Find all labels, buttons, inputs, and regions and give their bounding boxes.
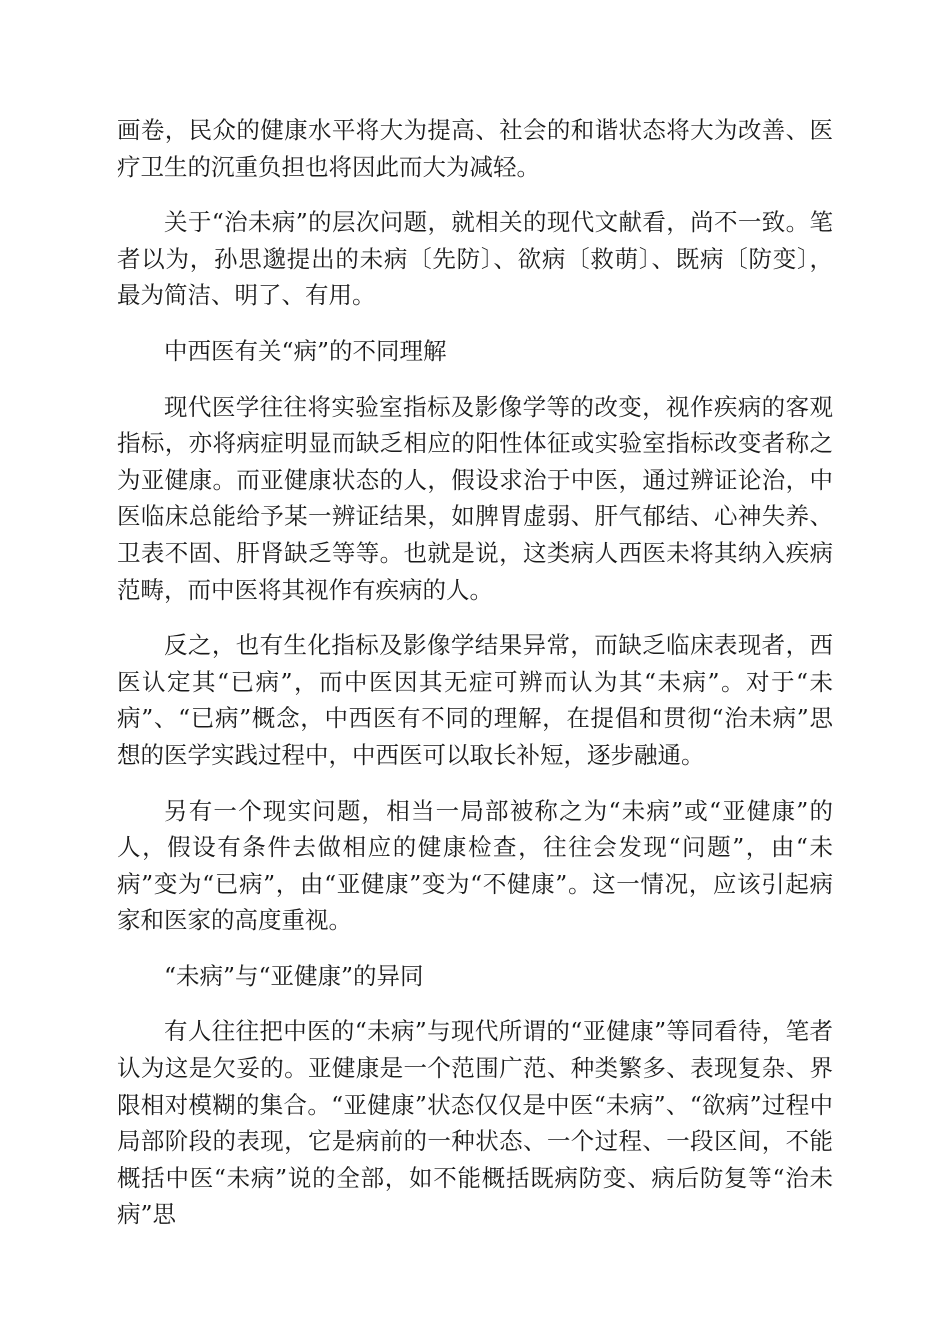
paragraph-practical-issue: 另有一个现实问题，相当一局部被称之为“未病”或“亚健康”的人，假设有条件去做相应的健康检查，往往会发现“问题”，由“未病”变为“已病”，由“亚健康”变为“不健康”。这一情况，应该引起病家和医家的高度重视。	[117, 796, 833, 935]
document-body	[117, 112, 833, 1252]
paragraph-modern-medicine: 现代医学往往将实验室指标及影像学等的改变，视作疾病的客观指标，亦将病症明显而缺乏相应的阳性体征或实验室指标改变者称之为亚健康。而亚健康状态的人，假设求治于中医，通过辨证论治，中医临床总能给予某一辨证结果，如脾胃虚弱、肝气郁结、心神失养、卫表不固、肝肾缺乏等等。也就是说，这类病人西医未将其纳入疾病范畴，而中医将其视作有疾病的人。	[117, 392, 833, 604]
paragraph-conversely: 反之，也有生化指标及影像学结果异常，而缺乏临床表现者，西医认定其“已病”，而中医因其无症可辨而认为其“未病”。对于“未病”、“已病”概念，中西医有不同的理解，在提倡和贯彻“治未病”思想的医学实践过程中，中西医可以取长补短，逐步融通。	[117, 631, 833, 769]
paragraph-subhealth-comparison: 有人往往把中医的“未病”与现代所谓的“亚健康”等同看待，笔者认为这是欠妥的。亚健康是一个范围广范、种类繁多、表现复杂、界限相对模糊的集合。“亚健康”状态仅仅是中医“未病”、“欲病”过程中局部阶段的表现，它是病前的一种状态、一个过程、一段区间，不能概括中医“未病”说的全部，如不能概括既病防变、病后防复等“治未病”思	[117, 1017, 833, 1229]
paragraph-levels-of-prevention: 关于“治未病”的层次问题，就相关的现代文献看，尚不一致。笔者以为，孙思邈提出的未病〔先防〕、欲病〔救萌〕、既病〔防变〕，最为简洁、明了、有用。	[117, 208, 833, 310]
section-heading-disease-understanding: 中西医有关“病”的不同理解	[164, 336, 447, 365]
section-heading-similarities-differences: “未病”与“亚健康”的异同	[164, 961, 424, 990]
paragraph-continuation: 画卷，民众的健康水平将大为提高、社会的和谐状态将大为改善、医疗卫生的沉重负担也将因此而大为减轻。	[117, 116, 833, 181]
